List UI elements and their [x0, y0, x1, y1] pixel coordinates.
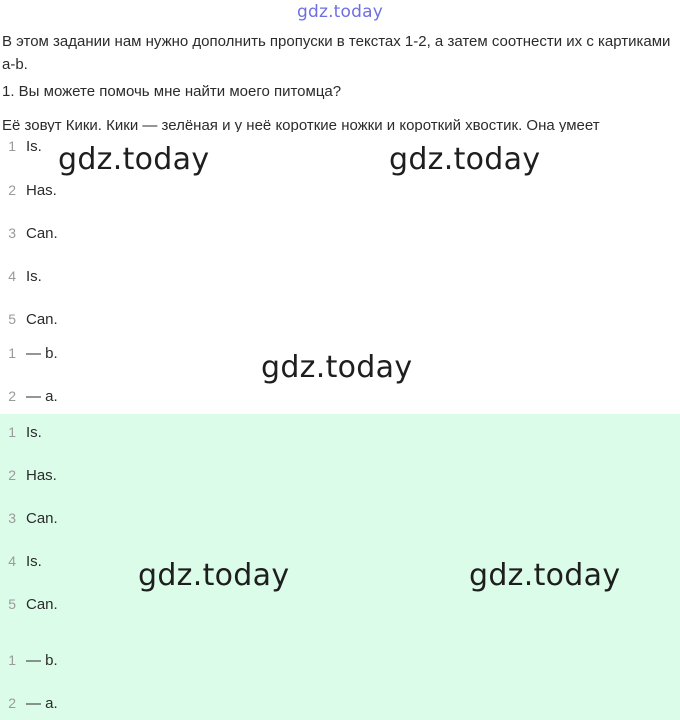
answer-number: 1: [8, 138, 16, 154]
answer-item: [0, 463, 57, 487]
answer-number: 3: [8, 510, 16, 526]
watermark: gdz.today: [138, 558, 290, 593]
watermark: gdz.today: [58, 142, 210, 177]
answer-text: Is.: [26, 424, 42, 441]
match-item: [0, 384, 58, 408]
match-text: — b.: [26, 652, 58, 669]
answer-item: [0, 307, 58, 331]
text-excerpt: Её зовут Кики. Кики — зелёная и у неё короткие ножки и короткий хвостик. Она умеет: [2, 117, 600, 132]
answer-text: Can.: [26, 596, 58, 613]
answer-number: 5: [8, 311, 16, 327]
match-item: [0, 691, 58, 715]
answer-item: [0, 221, 58, 245]
answer-item: [0, 264, 42, 288]
match-item: [0, 648, 58, 672]
task-instructions: В этом задании нам нужно дополнить пропуски в текстах 1-2, а затем соотнести их с картиками a-b.: [2, 33, 671, 73]
site-logo[interactable]: gdz.today: [296, 2, 384, 22]
watermark: gdz.today: [261, 350, 413, 385]
answer-text: Is.: [26, 553, 42, 570]
match-number: 1: [8, 652, 16, 668]
answer-number: 1: [8, 424, 16, 440]
answer-item: [0, 134, 42, 158]
answer-text: Has.: [26, 182, 57, 199]
answer-text: Is.: [26, 268, 42, 285]
answer-text: Can.: [26, 311, 58, 328]
match-number: 1: [8, 345, 16, 361]
match-text: — a.: [26, 695, 58, 712]
question-title: 1. Вы можете помочь мне найти моего питомца?: [2, 83, 342, 100]
answer-number: 2: [8, 182, 16, 198]
answer-item: [0, 178, 57, 202]
answer-item: [0, 549, 42, 573]
answer-text: Has.: [26, 467, 57, 484]
answer-text: Can.: [26, 510, 58, 527]
answer-number: 2: [8, 467, 16, 483]
watermark: gdz.today: [389, 142, 541, 177]
match-text: — b.: [26, 345, 58, 362]
match-item: [0, 341, 58, 365]
answer-text: Can.: [26, 225, 58, 242]
match-number: 2: [8, 695, 16, 711]
answer-item: [0, 592, 58, 616]
answer-number: 3: [8, 225, 16, 241]
watermark: gdz.today: [469, 558, 621, 593]
match-number: 2: [8, 388, 16, 404]
answer-number: 5: [8, 596, 16, 612]
answer-number: 4: [8, 268, 16, 284]
answer-text: Is.: [26, 138, 42, 155]
answer-number: 4: [8, 553, 16, 569]
answer-item: [0, 420, 42, 444]
match-text: — a.: [26, 388, 58, 405]
answer-item: [0, 506, 58, 530]
